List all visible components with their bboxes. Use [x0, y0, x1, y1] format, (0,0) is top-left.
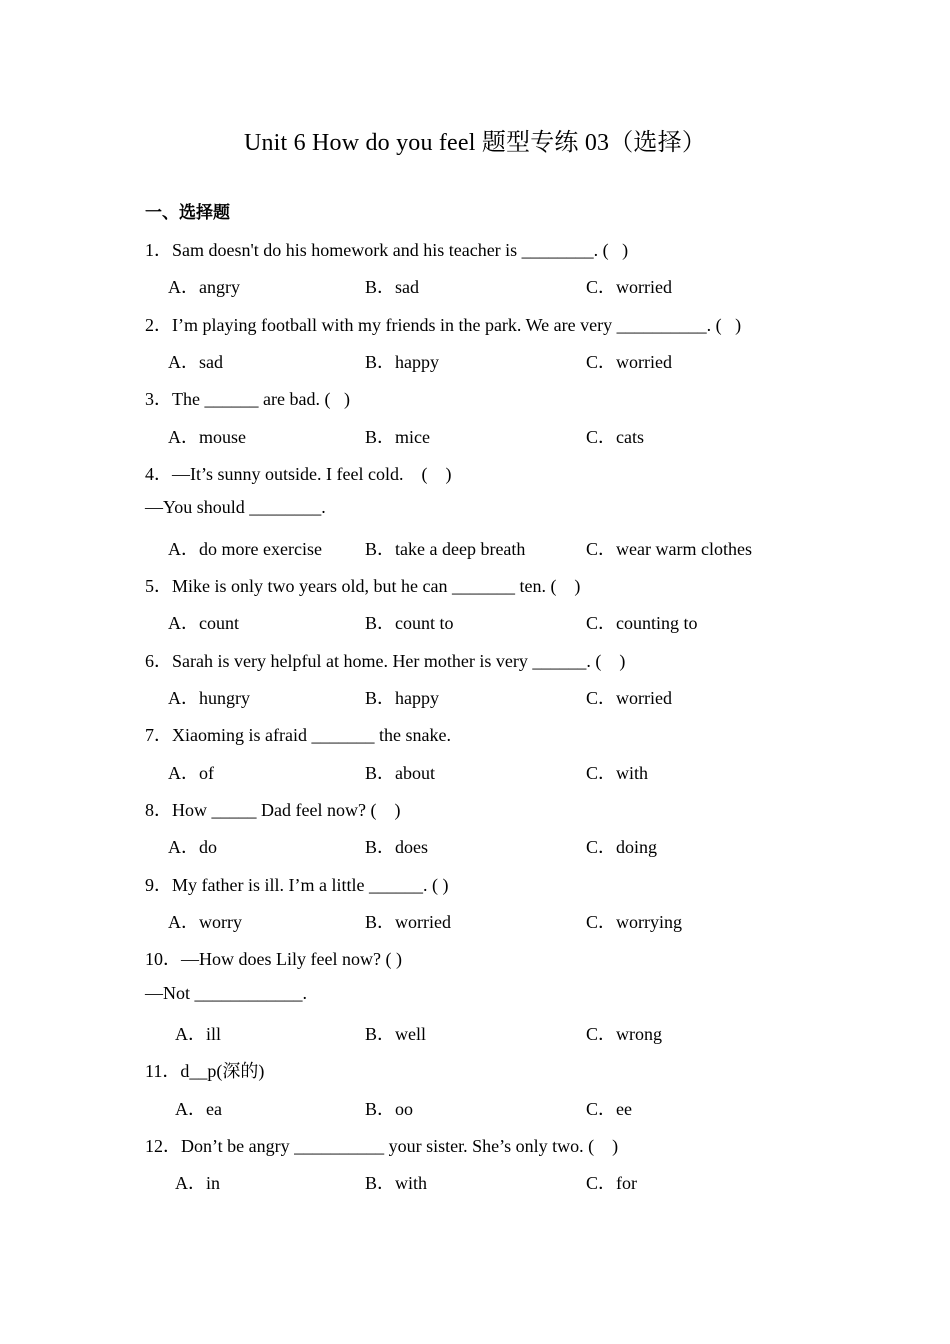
option-c: C．worried	[586, 352, 672, 372]
question-stem: 3．The ______ are bad. ( )	[145, 389, 350, 409]
option-c: C．ee	[586, 1099, 632, 1119]
option-c: C．worried	[586, 688, 672, 708]
option-c: C．doing	[586, 837, 658, 857]
question-stem-reply: —Not ____________.	[145, 983, 307, 1003]
option-c: C．cats	[586, 427, 644, 447]
option-a: A．do more exercise	[168, 539, 322, 559]
option-b: B．count to	[365, 613, 454, 633]
option-c: C．for	[586, 1173, 637, 1193]
option-c: C．worried	[586, 277, 672, 297]
question-stem: 10．—How does Lily feel now? ( )	[145, 949, 402, 969]
option-b: B．take a deep breath	[365, 539, 526, 559]
option-a: A．mouse	[168, 427, 246, 447]
question-stem: 9．My father is ill. I’m a little ______. ( )	[145, 875, 449, 895]
option-a: A．count	[168, 613, 239, 633]
question-stem: 5．Mike is only two years old, but he can _______ ten. ( )	[145, 576, 581, 596]
option-b: B．worried	[365, 912, 451, 932]
question-stem: 8．How _____ Dad feel now? ( )	[145, 800, 401, 820]
option-b: B．well	[365, 1024, 426, 1044]
option-a: A．in	[175, 1173, 220, 1193]
option-b: B．happy	[365, 688, 439, 708]
question-stem: 6．Sarah is very helpful at home. Her mother is very ______. ( )	[145, 651, 626, 671]
section-heading: 一、选择题	[145, 203, 230, 223]
question-stem: 2．I’m playing football with my friends in the park. We are very __________. ( )	[145, 315, 742, 335]
option-c: C．wear warm clothes	[586, 539, 752, 559]
page-title: Unit 6 How do you feel 题型专练 03（选择）	[243, 130, 707, 156]
option-c: C．wrong	[586, 1024, 662, 1044]
question-stem: 4．—It’s sunny outside. I feel cold. ( )	[145, 464, 452, 484]
question-stem-reply: —You should ________.	[145, 497, 326, 517]
option-a: A．ea	[175, 1099, 222, 1119]
option-a: A．angry	[168, 277, 240, 297]
option-b: B．with	[365, 1173, 428, 1193]
option-a: A．hungry	[168, 688, 250, 708]
option-c: C．counting to	[586, 613, 698, 633]
option-b: B．about	[365, 763, 435, 783]
option-a: A．sad	[168, 352, 223, 372]
option-c: C．worrying	[586, 912, 682, 932]
option-a: A．of	[168, 763, 214, 783]
question-stem: 11．d__p(深的)	[145, 1061, 265, 1081]
option-b: B．does	[365, 837, 428, 857]
option-b: B．mice	[365, 427, 430, 447]
option-a: A．do	[168, 837, 217, 857]
option-a: A．worry	[168, 912, 242, 932]
question-stem: 7．Xiaoming is afraid _______ the snake.	[145, 725, 451, 745]
question-stem: 12．Don’t be angry __________ your sister. She’s only two. ( )	[145, 1136, 619, 1156]
option-b: B．oo	[365, 1099, 414, 1119]
option-a: A．ill	[175, 1024, 222, 1044]
question-stem: 1．Sam doesn't do his homework and his teacher is ________. ( )	[145, 240, 629, 260]
option-c: C．with	[586, 763, 649, 783]
option-b: B．sad	[365, 277, 419, 297]
option-b: B．happy	[365, 352, 439, 372]
